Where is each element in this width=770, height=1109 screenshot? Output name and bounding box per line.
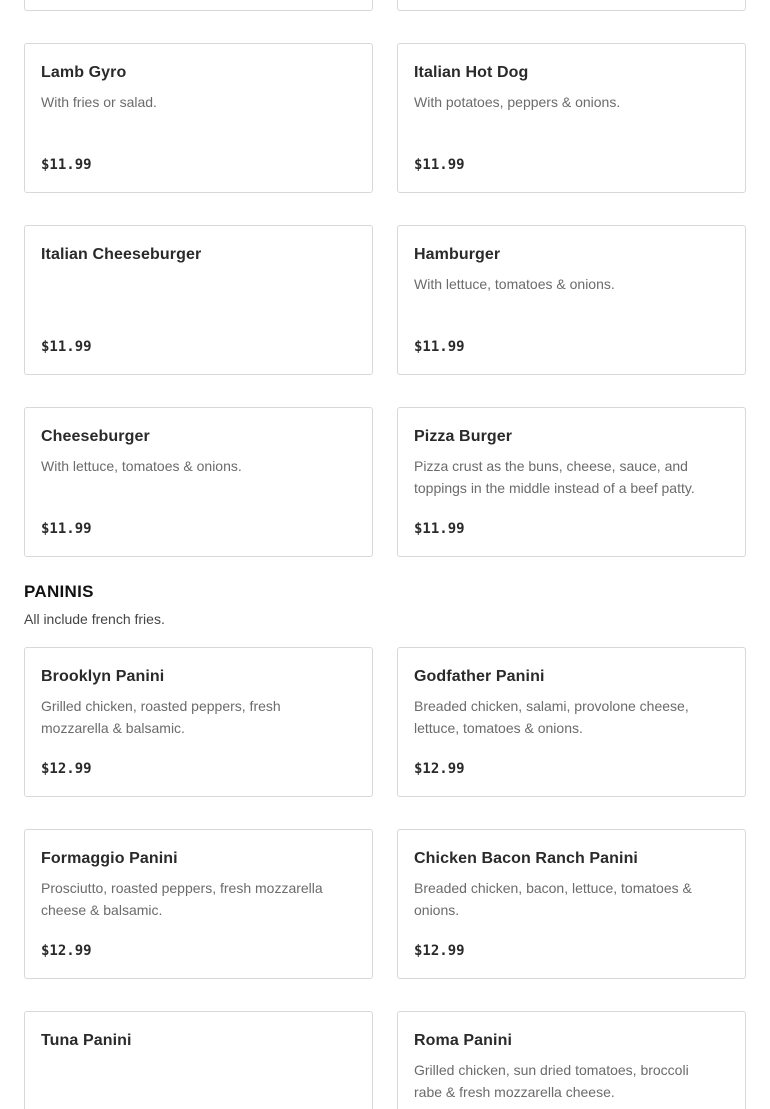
menu-item-card[interactable] (24, 43, 373, 193)
menu-item-name: Chicken Bacon Ranch Panini (414, 850, 638, 867)
menu-item-description: With lettuce, tomatoes & onions. (414, 276, 615, 292)
menu-item-name: Tuna Panini (41, 1032, 132, 1049)
menu-item-name: Formaggio Panini (41, 850, 178, 867)
section-title: PANINIS (24, 582, 94, 601)
menu-item-card[interactable] (24, 225, 373, 375)
menu-item-description: Pizza crust as the buns, cheese, sauce, and toppings in the middle instead of a beef patty. (414, 458, 695, 496)
menu-item-description: With potatoes, peppers & onions. (414, 94, 621, 110)
menu-item-price: $12.99 (414, 761, 465, 777)
menu-item-description: With lettuce, tomatoes & onions. (41, 458, 242, 474)
menu-item-card[interactable] (24, 407, 373, 557)
menu-item-card[interactable] (397, 829, 746, 979)
menu-item-price: $11.99 (414, 339, 465, 355)
menu-item-price: $12.99 (414, 943, 465, 959)
menu-item-name: Italian Hot Dog (414, 64, 529, 81)
menu-item-card[interactable] (24, 647, 373, 797)
menu-item-card-partial[interactable] (24, 0, 373, 11)
section-subtitle: All include french fries. (24, 611, 165, 627)
menu-item-card[interactable] (397, 647, 746, 797)
menu-item-price: $12.99 (41, 761, 92, 777)
menu-item-name: Hamburger (414, 246, 501, 263)
menu-item-name: Roma Panini (414, 1032, 513, 1049)
menu-item-description: Breaded chicken, salami, provolone cheese, lettuce, tomatoes & onions. (414, 698, 689, 736)
menu-item-description: Breaded chicken, bacon, lettuce, tomatoes & onions. (414, 880, 692, 918)
menu-item-price: $11.99 (414, 157, 465, 173)
menu-item-price: $11.99 (41, 521, 92, 537)
menu-item-description: Grilled chicken, sun dried tomatoes, broccoli rabe & fresh mozzarella cheese. (414, 1062, 689, 1100)
menu-item-card[interactable] (397, 43, 746, 193)
menu-item-price: $12.99 (41, 943, 92, 959)
menu-item-card-partial[interactable] (397, 0, 746, 11)
menu-item-name: Cheeseburger (41, 428, 150, 445)
menu-item-name: Lamb Gyro (41, 64, 127, 81)
menu-item-card[interactable] (397, 407, 746, 557)
menu-item-name: Brooklyn Panini (41, 668, 165, 685)
menu-item-price: $11.99 (41, 339, 92, 355)
menu-item-description: With fries or salad. (41, 94, 157, 110)
menu-item-card[interactable] (24, 1011, 373, 1109)
menu-item-price: $11.99 (41, 157, 92, 173)
menu-item-name: Italian Cheeseburger (41, 246, 202, 263)
menu-item-name: Pizza Burger (414, 428, 513, 445)
menu-item-description: Prosciutto, roasted peppers, fresh mozzarella cheese & balsamic. (41, 880, 323, 918)
menu-item-description: Grilled chicken, roasted peppers, fresh mozzarella & balsamic. (41, 698, 281, 736)
menu-item-price: $11.99 (414, 521, 465, 537)
menu-item-card[interactable] (397, 1011, 746, 1109)
menu-item-card[interactable] (24, 829, 373, 979)
menu-item-card[interactable] (397, 225, 746, 375)
menu-item-name: Godfather Panini (414, 668, 545, 685)
